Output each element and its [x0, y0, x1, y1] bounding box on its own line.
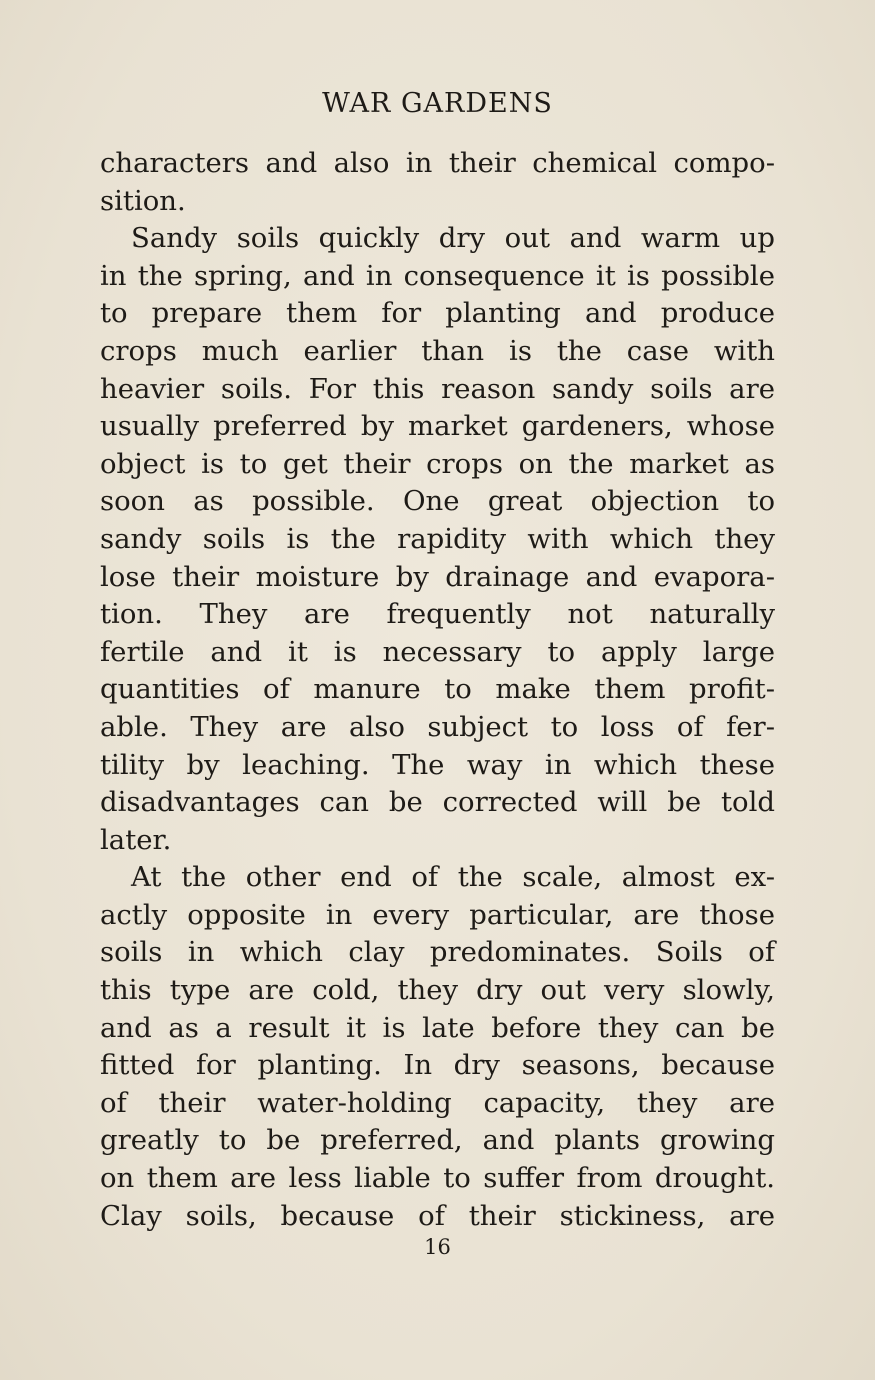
page-number: 16	[424, 1235, 451, 1259]
text-line: disadvantages can be corrected will be told	[100, 786, 775, 819]
text-line: Clay soils, because of their stickiness, are	[100, 1199, 775, 1232]
text-line: and as a result it is late before they can be	[100, 1011, 775, 1044]
text-line: of their water-holding capacity, they are	[100, 1086, 775, 1119]
text-line: later.	[100, 823, 172, 856]
text-line: fitted for planting. In dry seasons, because	[100, 1049, 775, 1082]
text-line: to prepare them for planting and produce	[100, 297, 775, 330]
body-text	[100, 145, 775, 1235]
text-line: sition.	[100, 184, 186, 217]
text-line: quantities of manure to make them profit-	[100, 673, 775, 706]
text-line: heavier soils. For this reason sandy soils are	[100, 372, 775, 405]
text-line: sandy soils is the rapidity with which they	[100, 522, 775, 555]
text-line: soon as possible. One great objection to	[100, 485, 775, 518]
text-line: fertile and it is necessary to apply large	[100, 635, 775, 668]
text-line: object is to get their crops on the market as	[100, 447, 775, 480]
text-line: lose their moisture by drainage and evapora-	[100, 560, 775, 593]
text-line: greatly to be preferred, and plants growing	[100, 1124, 775, 1157]
text-line: able. They are also subject to loss of fer-	[100, 710, 775, 743]
text-line: At the other end of the scale, almost ex-	[131, 861, 775, 894]
text-line: soils in which clay predominates. Soils of	[100, 936, 775, 969]
text-line: actly opposite in every particular, are those	[100, 898, 775, 931]
text-line: usually preferred by market gardeners, whose	[100, 410, 775, 443]
text-line: Sandy soils quickly dry out and warm up	[131, 222, 775, 255]
text-line: tion. They are frequently not naturally	[100, 598, 775, 631]
text-line: characters and also in their chemical compo-	[100, 147, 775, 179]
text-line: crops much earlier than is the case with	[100, 334, 775, 367]
running-head: WAR GARDENS	[322, 88, 553, 119]
text-line: this type are cold, they dry out very slowly,	[100, 974, 775, 1007]
text-line: in the spring, and in consequence it is possible	[100, 259, 775, 292]
text-line: tility by leaching. The way in which these	[100, 748, 775, 781]
text-line: on them are less liable to suffer from drought.	[100, 1162, 775, 1195]
